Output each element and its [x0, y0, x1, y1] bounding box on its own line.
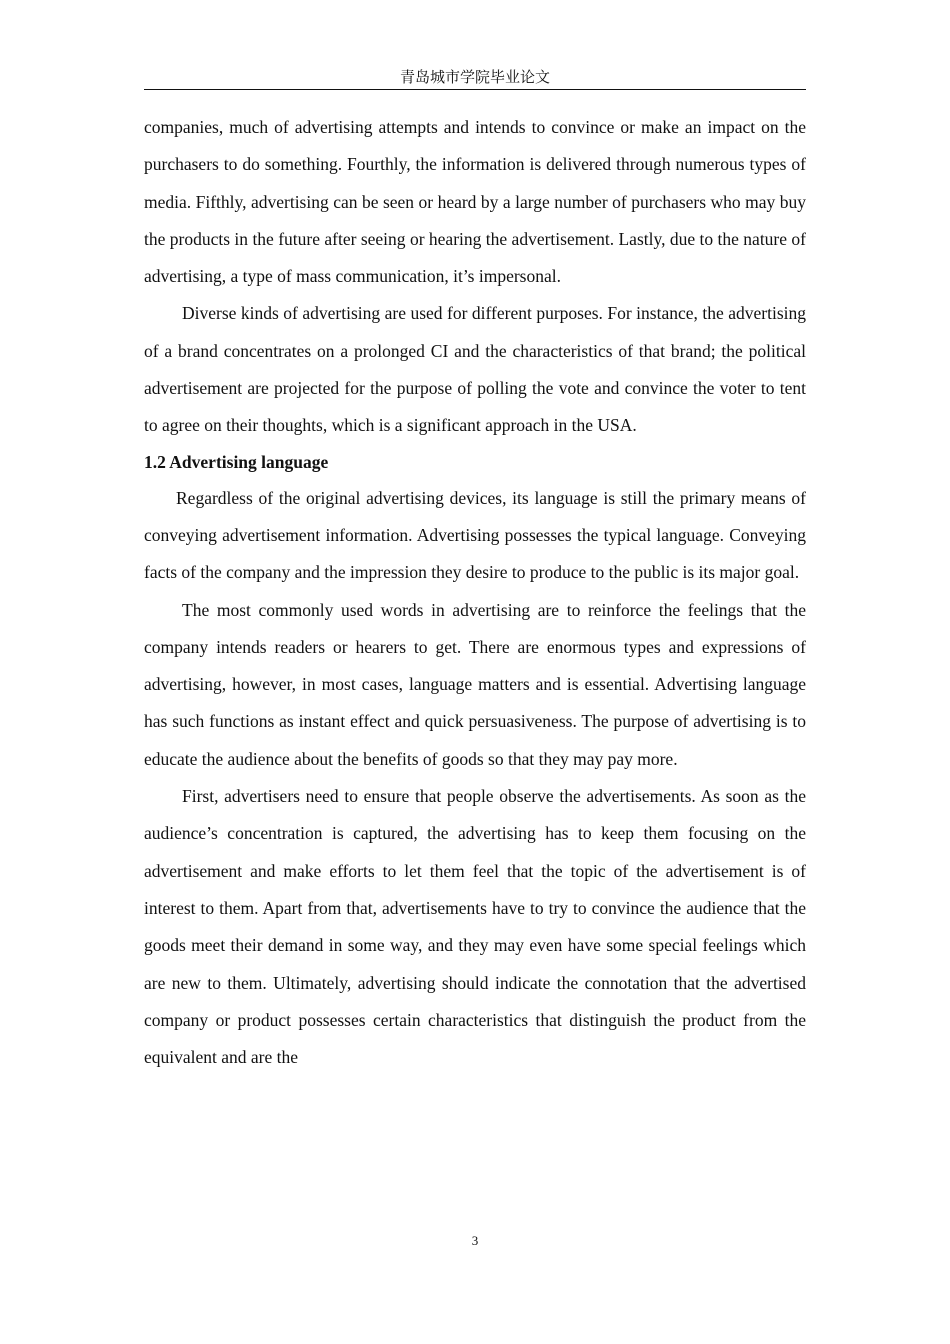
body-text	[144, 109, 806, 1076]
page-number: 3	[471, 1233, 479, 1248]
header-rule	[144, 89, 806, 90]
paragraph-common-words: The most commonly used words in advertising are to reinforce the feelings that the company intends readers or hearers to get. There are enormous types and expressions of advertising, however, in most cases, language matters and is essential. Advertising language has such functions as instant effect and quick persuasiveness. The purpose of advertising is to educate the audience about the benefits of goods so that they may pay more.	[144, 599, 806, 769]
paragraph-continuation: companies, much of advertising attempts and intends to convince or make an impact on the purchasers to do something. Fourthly, the information is delivered through numerous types of media. Fifthly, advertising can be seen or heard by a large number of purchasers who may buy the products in the future after seeing or hearing the advertisement. Lastly, due to the nature of advertising, a type of mass communication, it’s impersonal.	[144, 117, 806, 287]
section-heading: 1.2 Advertising language	[144, 451, 329, 472]
paragraph-advertising-kinds: Diverse kinds of advertising are used for different purposes. For instance, the advertising of a brand concentrates on a prolonged CI and the characteristics of that brand; the political advertisement are projected for the purpose of polling the vote and convince the voter to tent to agree on their thoughts, which is a significant approach in the USA.	[144, 303, 806, 436]
paragraph-advertising-language: Regardless of the original advertising devices, its language is still the primary means of conveying advertisement information. Advertising possesses the typical language. Conveying facts of the company and the impression they desire to produce to the public is its major goal.	[144, 487, 806, 583]
running-header: 青岛城市学院毕业论文	[399, 68, 550, 86]
paragraph-advertisers-first: First, advertisers need to ensure that people observe the advertisements. As soon as the audience’s concentration is captured, the advertising has to keep them focusing on the advertisement and make efforts to let them feel that the topic of the advertisement is of interest to them. Apart from that, advertisements have to try to convince the audience that the goods meet their demand in some way, and they may even have some special feelings which are new to them. Ultimately, advertising should indicate the connotation that the advertised company or product possesses certain characteristics that distinguish the product from the equivalent and are the	[144, 786, 806, 1068]
